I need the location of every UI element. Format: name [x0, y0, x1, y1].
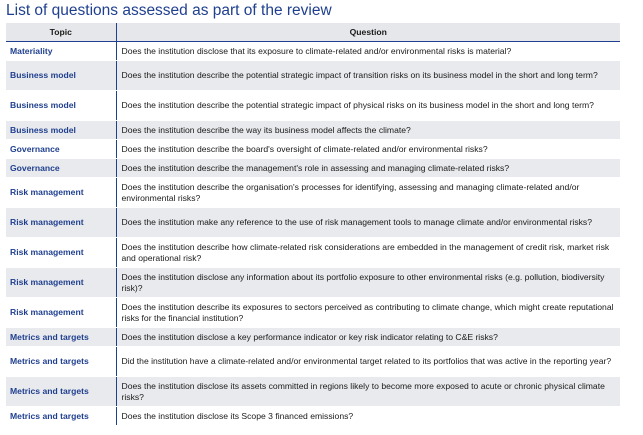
table-row	[6, 42, 620, 61]
question-cell: Does the institution describe the board's oversight of climate-related and/or environmental risks?	[116, 140, 620, 159]
question-cell: Does the institution describe the organisation's processes for identifying, assessing and managing climate-related and/or environmental risks?	[116, 178, 620, 208]
topic-cell: Metrics and targets	[6, 407, 116, 426]
topic-cell: Business model	[6, 61, 116, 91]
table-row	[6, 61, 620, 91]
table-row	[6, 268, 620, 298]
page-title: List of questions assessed as part of the review	[6, 2, 332, 19]
topic-cell: Governance	[6, 140, 116, 159]
table-row	[6, 159, 620, 178]
table-row	[6, 298, 620, 328]
topic-cell: Business model	[6, 121, 116, 140]
question-cell: Does the institution describe the way its business model affects the climate?	[116, 121, 620, 140]
question-cell: Does the institution disclose its assets committed in regions likely to become more exposed to acute or chronic physical climate risks?	[116, 377, 620, 407]
topic-cell: Metrics and targets	[6, 347, 116, 377]
topic-cell: Business model	[6, 91, 116, 121]
question-cell: Does the institution describe the potential strategic impact of physical risks on its business model in the short and long term?	[116, 91, 620, 121]
table-row	[6, 377, 620, 407]
question-cell: Does the institution describe how climate-related risk considerations are embedded in the management of credit risk, market risk and operational risk?	[116, 238, 620, 268]
topic-cell: Risk management	[6, 208, 116, 238]
topic-cell: Governance	[6, 159, 116, 178]
topic-cell: Materiality	[6, 42, 116, 61]
table-row	[6, 328, 620, 347]
question-cell: Does the institution disclose a key performance indicator or key risk indicator relating to C&E risks?	[116, 328, 620, 347]
topic-cell: Risk management	[6, 178, 116, 208]
question-cell: Does the institution disclose its Scope 3 financed emissions?	[116, 407, 620, 426]
table-header-row	[6, 23, 620, 42]
question-cell: Does the institution disclose any information about its portfolio exposure to other environmental risks (e.g. pollution, biodiversity risk)?	[116, 268, 620, 298]
topic-cell: Metrics and targets	[6, 377, 116, 407]
table-row	[6, 407, 620, 426]
table-row	[6, 347, 620, 377]
topic-cell: Metrics and targets	[6, 328, 116, 347]
question-cell: Does the institution disclose that its exposure to climate-related and/or environmental risks is material?	[116, 42, 620, 61]
table-row	[6, 140, 620, 159]
question-cell: Did the institution have a climate-related and/or environmental target related to its portfolios that was active in the reporting year?	[116, 347, 620, 377]
question-cell: Does the institution make any reference to the use of risk management tools to manage climate and/or environmental risks?	[116, 208, 620, 238]
table-row	[6, 238, 620, 268]
question-cell: Does the institution describe the management's role in assessing and managing climate-related risks?	[116, 159, 620, 178]
table-row	[6, 208, 620, 238]
column-header-topic: Topic	[6, 23, 116, 42]
question-cell: Does the institution describe the potential strategic impact of transition risks on its business model in the short and long term?	[116, 61, 620, 91]
topic-cell: Risk management	[6, 268, 116, 298]
topic-cell: Risk management	[6, 238, 116, 268]
question-cell: Does the institution describe its exposures to sectors perceived as contributing to climate change, which might create reputational risks for the financial institution?	[116, 298, 620, 328]
table-row	[6, 91, 620, 121]
table-row	[6, 121, 620, 140]
questions-table	[6, 23, 620, 426]
table-row	[6, 178, 620, 208]
column-header-question: Question	[116, 23, 620, 42]
topic-cell: Risk management	[6, 298, 116, 328]
